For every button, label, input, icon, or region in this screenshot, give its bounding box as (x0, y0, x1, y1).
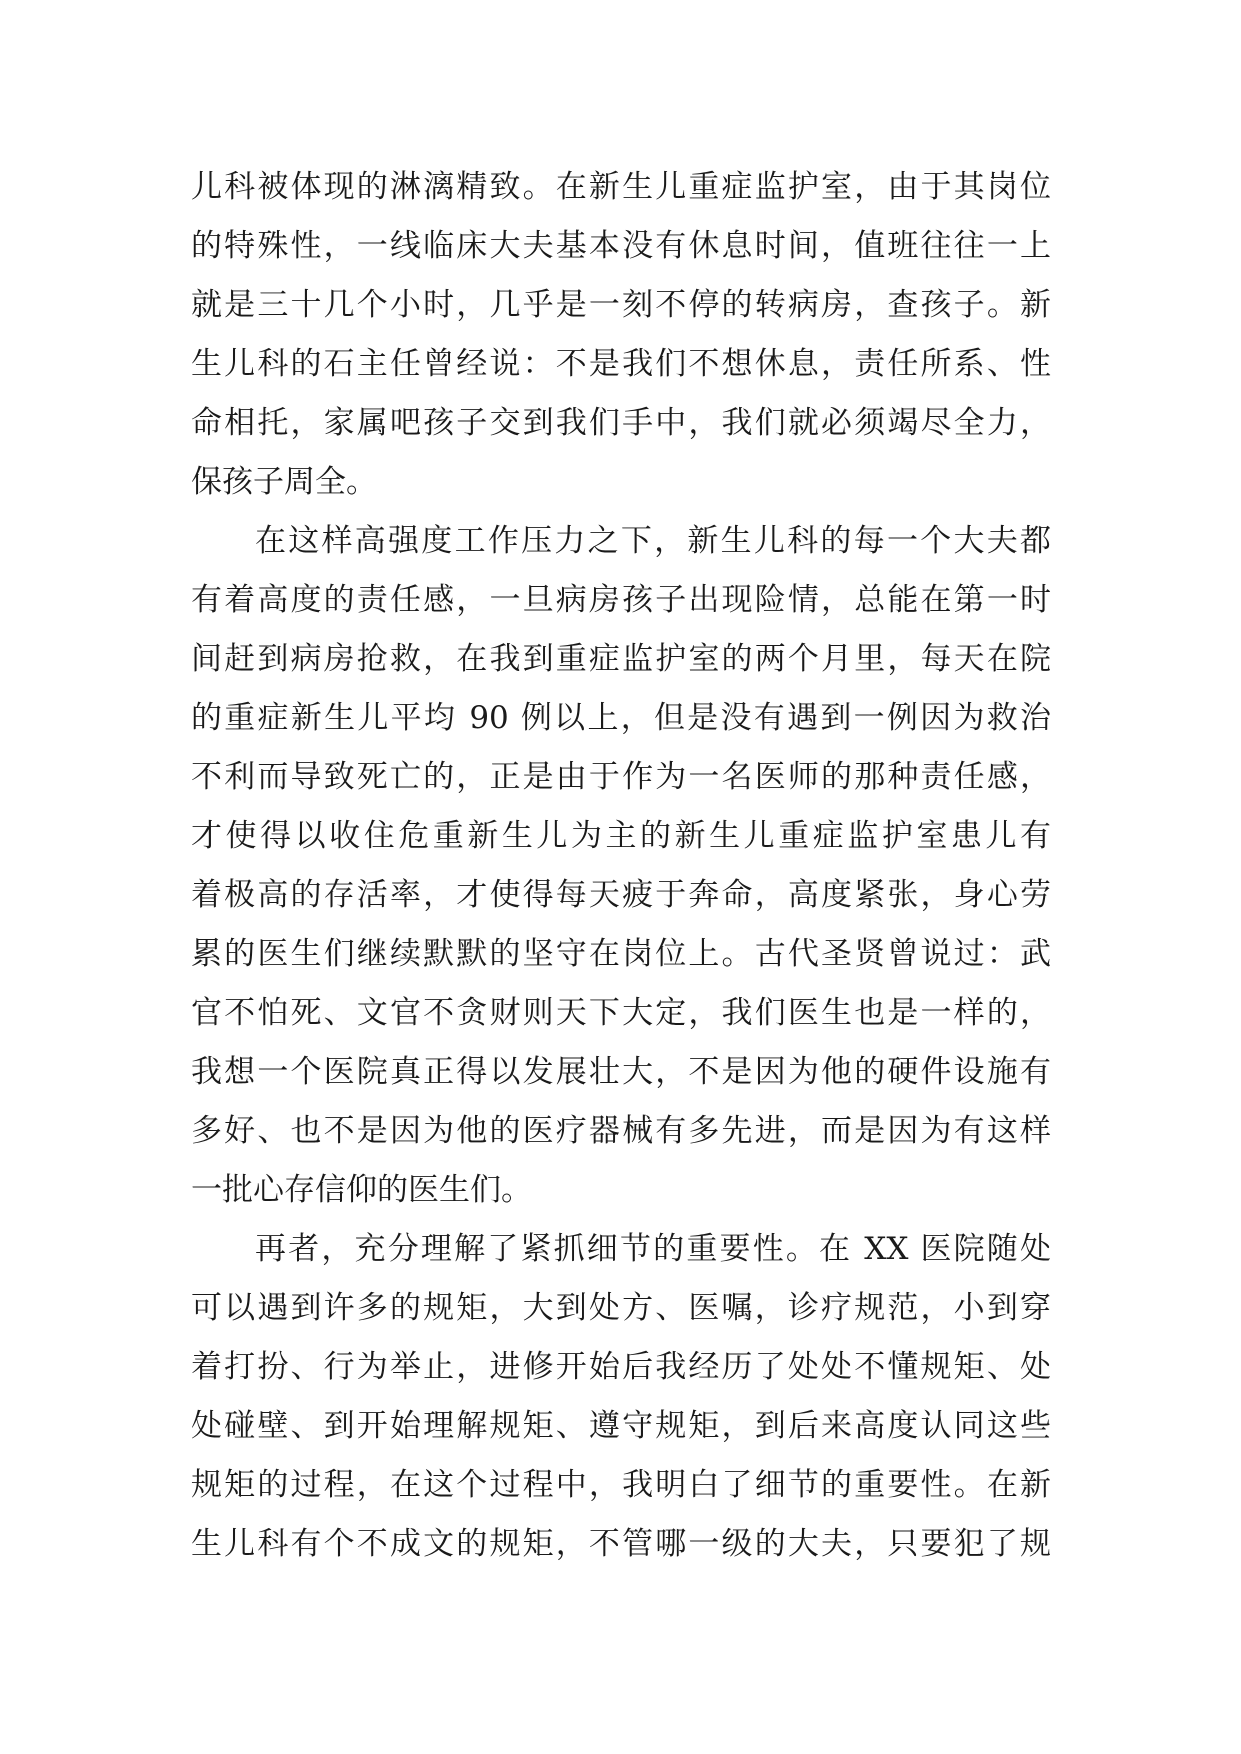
text-line: 就是三十几个小时，几乎是一刻不停的转病房，查孩子。新 (191, 287, 1051, 323)
text-line: 有着高度的责任感，一旦病房孩子出现险情，总能在第一时 (191, 582, 1051, 618)
text-line: 保孩子周全。 (191, 464, 377, 500)
text-line: 的特殊性，一线临床大夫基本没有休息时间，值班往往一上 (191, 228, 1051, 264)
text-line: 我想一个医院真正得以发展壮大，不是因为他的硬件设施有 (191, 1054, 1051, 1090)
text-line: 在这样高强度工作压力之下，新生儿科的每一个大夫都 (255, 523, 1051, 559)
text-line: 间赶到病房抢救，在我到重症监护室的两个月里，每天在院 (191, 641, 1051, 677)
text-line: 规矩的过程，在这个过程中，我明白了细节的重要性。在新 (191, 1467, 1051, 1503)
text-line: 才使得以收住危重新生儿为主的新生儿重症监护室患儿有 (191, 818, 1051, 854)
text-line: 儿科被体现的淋漓精致。在新生儿重症监护室，由于其岗位 (191, 169, 1051, 205)
text-line: 着打扮、行为举止，进修开始后我经历了处处不懂规矩、处 (191, 1349, 1051, 1385)
text-line: 一批心存信仰的医生们。 (191, 1172, 532, 1208)
text-line: 处碰壁、到开始理解规矩、遵守规矩，到后来高度认同这些 (191, 1408, 1051, 1444)
text-line: 可以遇到许多的规矩，大到处方、医嘱，诊疗规范，小到穿 (191, 1290, 1051, 1326)
text-line: 命相托，家属吧孩子交到我们手中，我们就必须竭尽全力， (191, 405, 1051, 441)
text-line: 多好、也不是因为他的医疗器械有多先进，而是因为有这样 (191, 1113, 1051, 1149)
text-line: 着极高的存活率，才使得每天疲于奔命，高度紧张，身心劳 (191, 877, 1051, 913)
text-line: 再者，充分理解了紧抓细节的重要性。在 XX 医院随处 (255, 1231, 1051, 1267)
text-line: 不利而导致死亡的，正是由于作为一名医师的那种责任感， (191, 759, 1051, 795)
text-line: 生儿科的石主任曾经说：不是我们不想休息，责任所系、性 (191, 346, 1051, 382)
text-line: 生儿科有个不成文的规矩，不管哪一级的大夫，只要犯了规 (191, 1526, 1051, 1562)
document-body (191, 158, 1051, 1574)
text-line: 累的医生们继续默默的坚守在岗位上。古代圣贤曾说过：武 (191, 936, 1051, 972)
text-line: 官不怕死、文官不贪财则天下大定，我们医生也是一样的， (191, 995, 1051, 1031)
text-line: 的重症新生儿平均 90 例以上，但是没有遇到一例因为救治 (191, 700, 1051, 736)
